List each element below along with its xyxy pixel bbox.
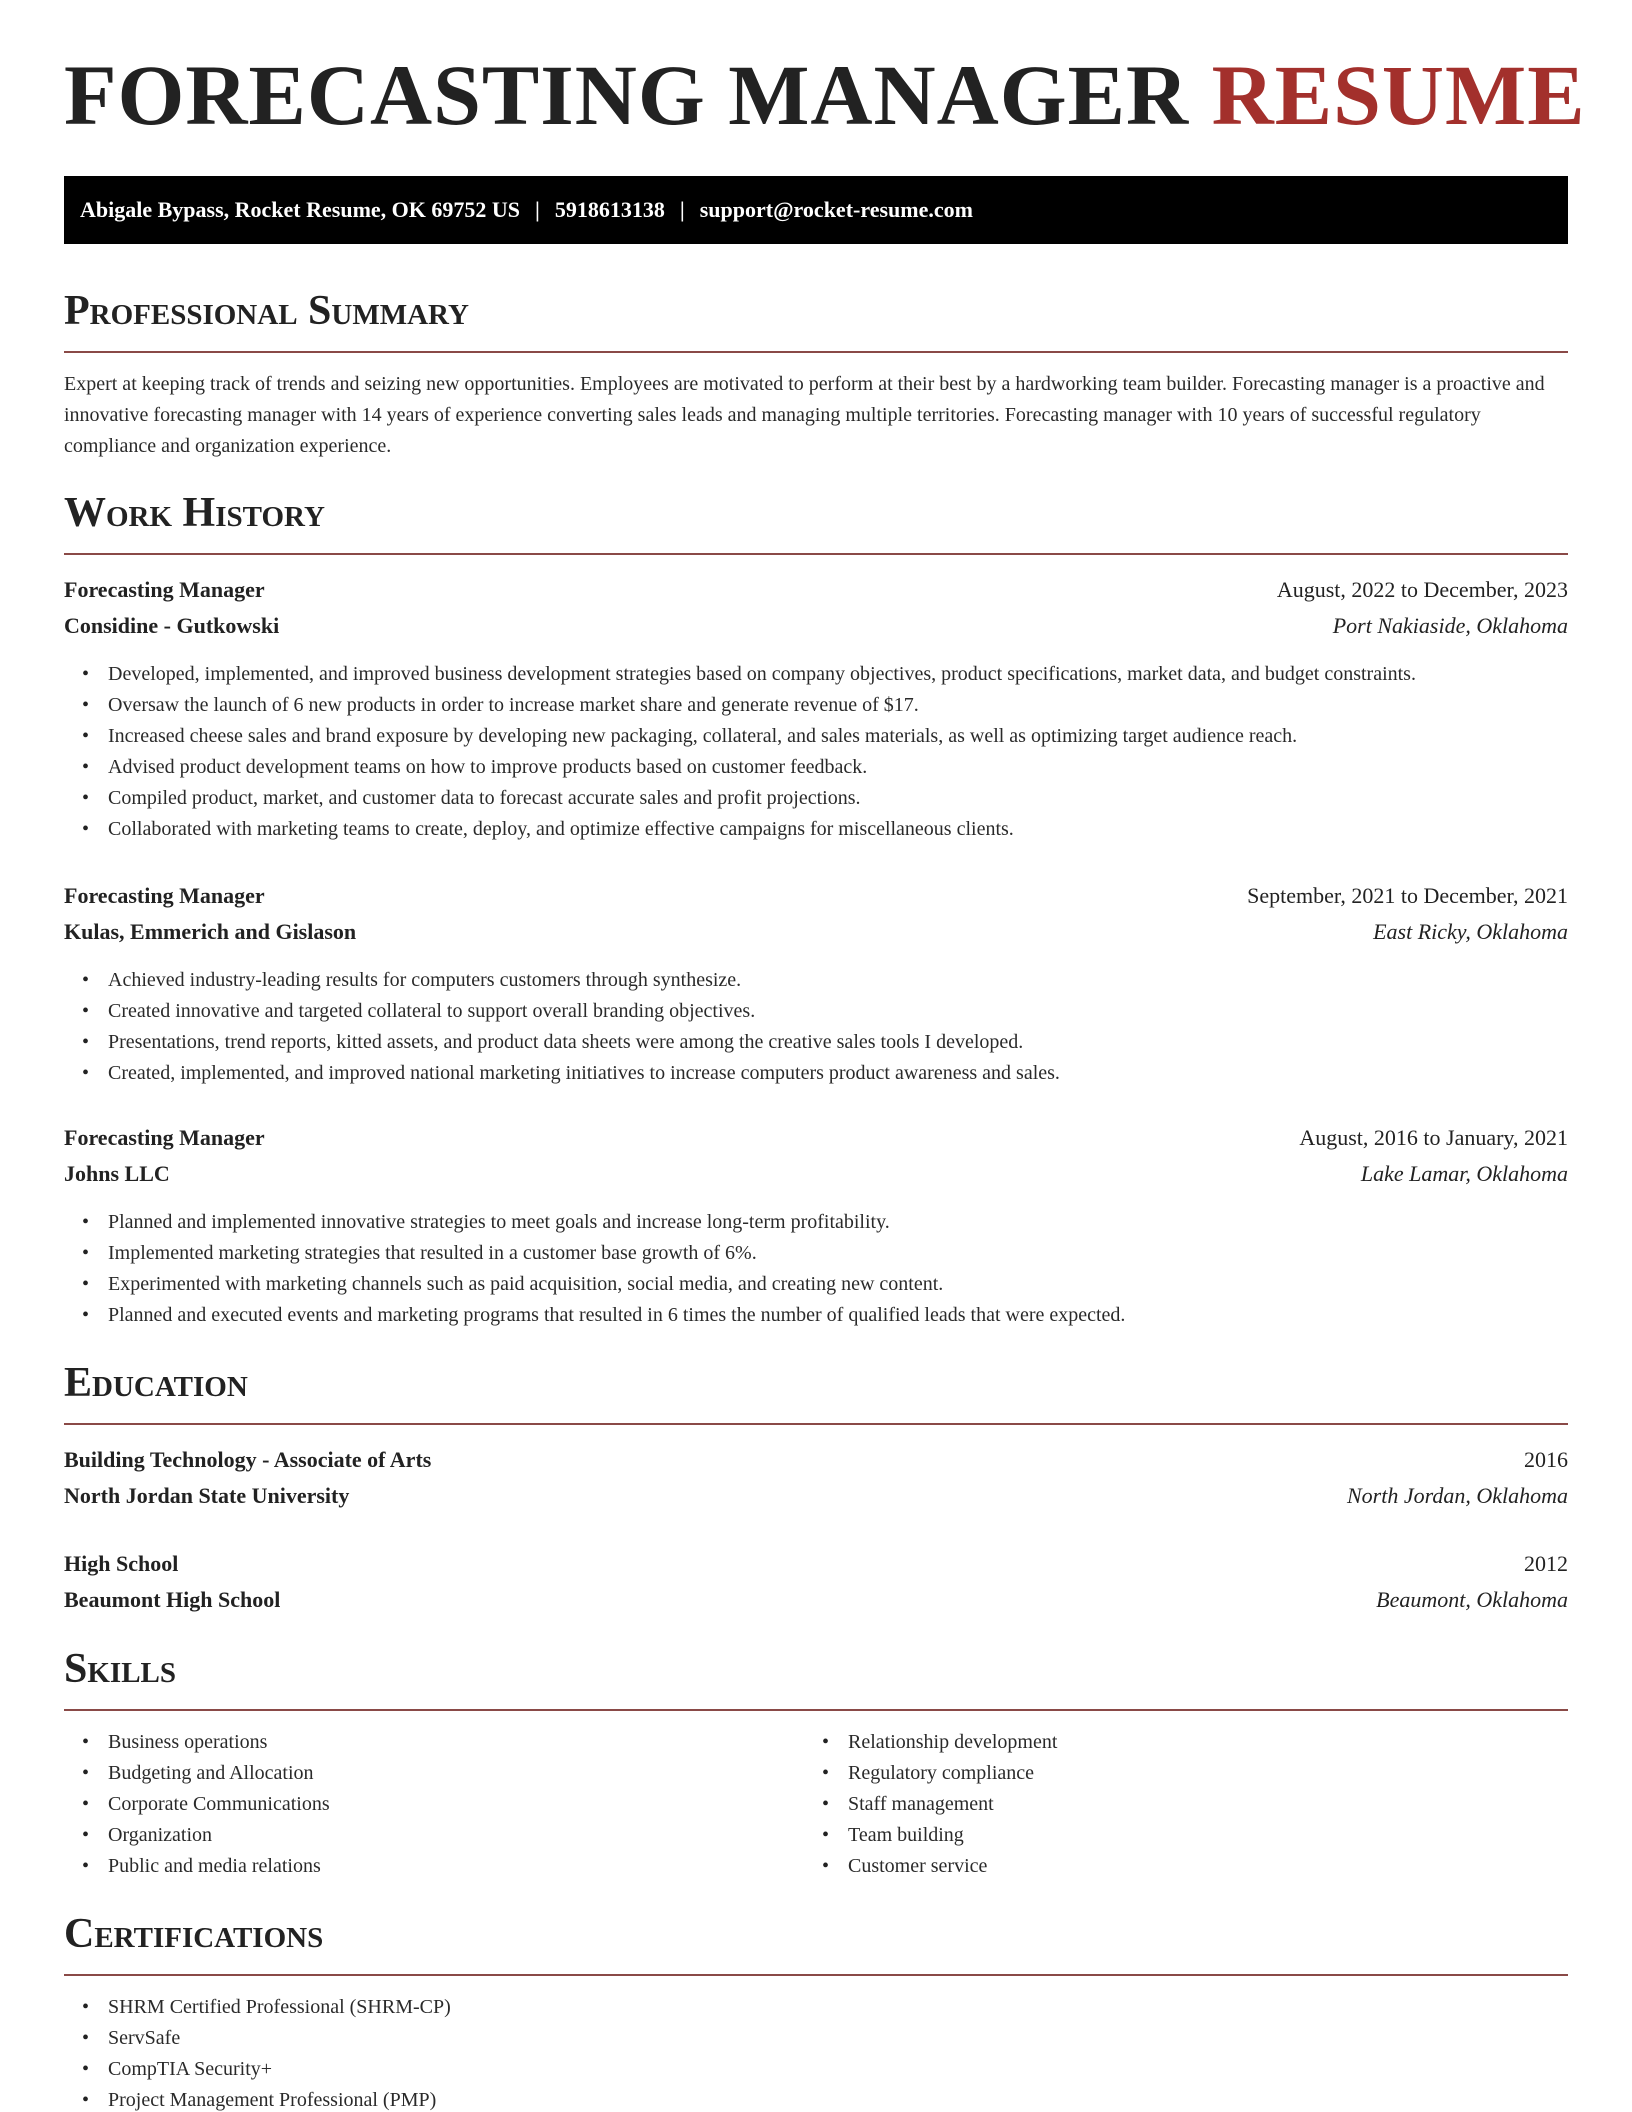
- education-school: Beaumont High School: [64, 1587, 281, 1612]
- education-location: North Jordan, Oklahoma: [1346, 1483, 1568, 1508]
- summary-text: Expert at keeping track of trends and seizing new opportunities. Employees are motivated to perform at their best by a hardworking team builder. Forecasting manager is a proactive and innovative forecasting manager with 14 years of experience converting sales leads and managing multiple territories. Forecasting manager with 10 years of successful regulatory compliance and organization experience.: [64, 373, 1545, 457]
- summary-section-header: [64, 290, 1568, 332]
- summary-heading: Professional Summary: [64, 288, 469, 334]
- contact-email: support@rocket-resume.com: [699, 197, 973, 222]
- education-heading: Education: [64, 1360, 248, 1406]
- job-title-row: [64, 577, 1568, 607]
- list-item: • Project Management Professional (PMP): [108, 2085, 451, 2112]
- list-item: • Oversaw the launch of 6 new products in order to increase market share and generate revenue of $17.: [108, 690, 1416, 721]
- education-location: Beaumont, Oklahoma: [1376, 1587, 1568, 1612]
- certifications-heading: Certifications: [64, 1911, 324, 1957]
- education-degree: Building Technology - Associate of Arts: [64, 1447, 432, 1472]
- list-item: • Developed, implemented, and improved business development strategies based on company objectives, product specifications, market data, and budget constraints.: [108, 659, 1416, 690]
- section-divider: [64, 351, 1568, 353]
- job-title: Forecasting Manager: [64, 883, 265, 908]
- education-year: 2012: [1524, 1551, 1568, 1576]
- list-item: • Public and media relations: [108, 1851, 330, 1882]
- education-year: 2016: [1524, 1447, 1568, 1472]
- section-divider: [64, 1974, 1568, 1976]
- contact-separator: |: [679, 197, 685, 222]
- job-title: Forecasting Manager: [64, 577, 265, 602]
- job-company-row: [64, 919, 1568, 949]
- contact-bar: [64, 176, 1568, 244]
- job-company-row: [64, 613, 1568, 643]
- list-item: • Customer service: [848, 1851, 1057, 1882]
- job-bullets: [108, 659, 1416, 845]
- list-item: • Planned and implemented innovative strategies to meet goals and increase long-term profitability.: [108, 1207, 1125, 1238]
- list-item: • CompTIA Security+: [108, 2054, 451, 2085]
- education-school-row: [64, 1483, 1568, 1513]
- job-dates: August, 2022 to December, 2023: [1276, 577, 1568, 602]
- resume-title: [64, 47, 1586, 143]
- section-divider: [64, 553, 1568, 555]
- job-title: Forecasting Manager: [64, 1125, 265, 1150]
- education-section-header: [64, 1362, 1568, 1404]
- certifications-section-header: [64, 1913, 1568, 1955]
- list-item: • Organization: [108, 1820, 330, 1851]
- list-item: • Business operations: [108, 1727, 330, 1758]
- work-section-header: [64, 492, 1568, 534]
- contact-phone: 5918613138: [554, 197, 665, 222]
- job-bullets: [108, 1207, 1125, 1331]
- job-company: Johns LLC: [64, 1161, 170, 1186]
- job-location: Port Nakiaside, Oklahoma: [1332, 613, 1568, 638]
- education-degree: High School: [64, 1551, 179, 1576]
- job-company-row: [64, 1161, 1568, 1191]
- job-bullets: [108, 965, 1060, 1089]
- list-item: • Compiled product, market, and customer data to forecast accurate sales and profit projections.: [108, 783, 1416, 814]
- job-company: Kulas, Emmerich and Gislason: [64, 919, 357, 944]
- skills-list-right: [848, 1727, 1057, 1882]
- skills-list-left: [108, 1727, 330, 1882]
- job-company: Considine - Gutkowski: [64, 613, 280, 638]
- list-item: • Staff management: [848, 1789, 1057, 1820]
- job-dates: August, 2016 to January, 2021: [1299, 1125, 1568, 1150]
- skills-section-header: [64, 1648, 1568, 1690]
- contact-address: Abigale Bypass, Rocket Resume, OK 69752 US: [80, 197, 521, 222]
- job-location: Lake Lamar, Oklahoma: [1360, 1161, 1568, 1186]
- list-item: • Experimented with marketing channels such as paid acquisition, social media, and creating new content.: [108, 1269, 1125, 1300]
- job-dates: September, 2021 to December, 2021: [1247, 883, 1568, 908]
- job-title-row: [64, 1125, 1568, 1155]
- list-item: • Advised product development teams on how to improve products based on customer feedback.: [108, 752, 1416, 783]
- education-school: North Jordan State University: [64, 1483, 350, 1508]
- list-item: • Implemented marketing strategies that resulted in a customer base growth of 6%.: [108, 1238, 1125, 1269]
- skills-heading: Skills: [64, 1646, 177, 1692]
- list-item: • Regulatory compliance: [848, 1758, 1057, 1789]
- list-item: • Budgeting and Allocation: [108, 1758, 330, 1789]
- education-degree-row: [64, 1551, 1568, 1581]
- contact-separator: |: [535, 197, 540, 222]
- list-item: • Corporate Communications: [108, 1789, 330, 1820]
- section-divider: [64, 1423, 1568, 1425]
- list-item: • Planned and executed events and marketing programs that resulted in 6 times the number of qualified leads that were expected.: [108, 1300, 1125, 1331]
- list-item: • Team building: [848, 1820, 1057, 1851]
- certifications-list: [108, 1992, 451, 2112]
- title-accent: RESUME: [1211, 47, 1586, 143]
- job-title-row: [64, 883, 1568, 913]
- list-item: • Created, implemented, and improved national marketing initiatives to increase computers product awareness and sales.: [108, 1058, 1060, 1089]
- list-item: • SHRM Certified Professional (SHRM-CP): [108, 1992, 451, 2023]
- list-item: • Collaborated with marketing teams to create, deploy, and optimize effective campaigns for miscellaneous clients.: [108, 814, 1416, 845]
- list-item: • Relationship development: [848, 1727, 1057, 1758]
- job-location: East Ricky, Oklahoma: [1373, 919, 1568, 944]
- list-item: • Created innovative and targeted collateral to support overall branding objectives.: [108, 996, 1060, 1027]
- list-item: • Increased cheese sales and brand exposure by developing new packaging, collateral, and sales materials, as well as optimizing target audience reach.: [108, 721, 1416, 752]
- work-heading: Work History: [64, 490, 325, 536]
- title-main: FORECASTING MANAGER: [64, 47, 1190, 143]
- list-item: • Achieved industry-leading results for computers customers through synthesize.: [108, 965, 1060, 996]
- list-item: • ServSafe: [108, 2023, 451, 2054]
- list-item: • Presentations, trend reports, kitted assets, and product data sheets were among the creative sales tools I developed.: [108, 1027, 1060, 1058]
- section-divider: [64, 1709, 1568, 1711]
- education-degree-row: [64, 1447, 1568, 1477]
- education-school-row: [64, 1587, 1568, 1617]
